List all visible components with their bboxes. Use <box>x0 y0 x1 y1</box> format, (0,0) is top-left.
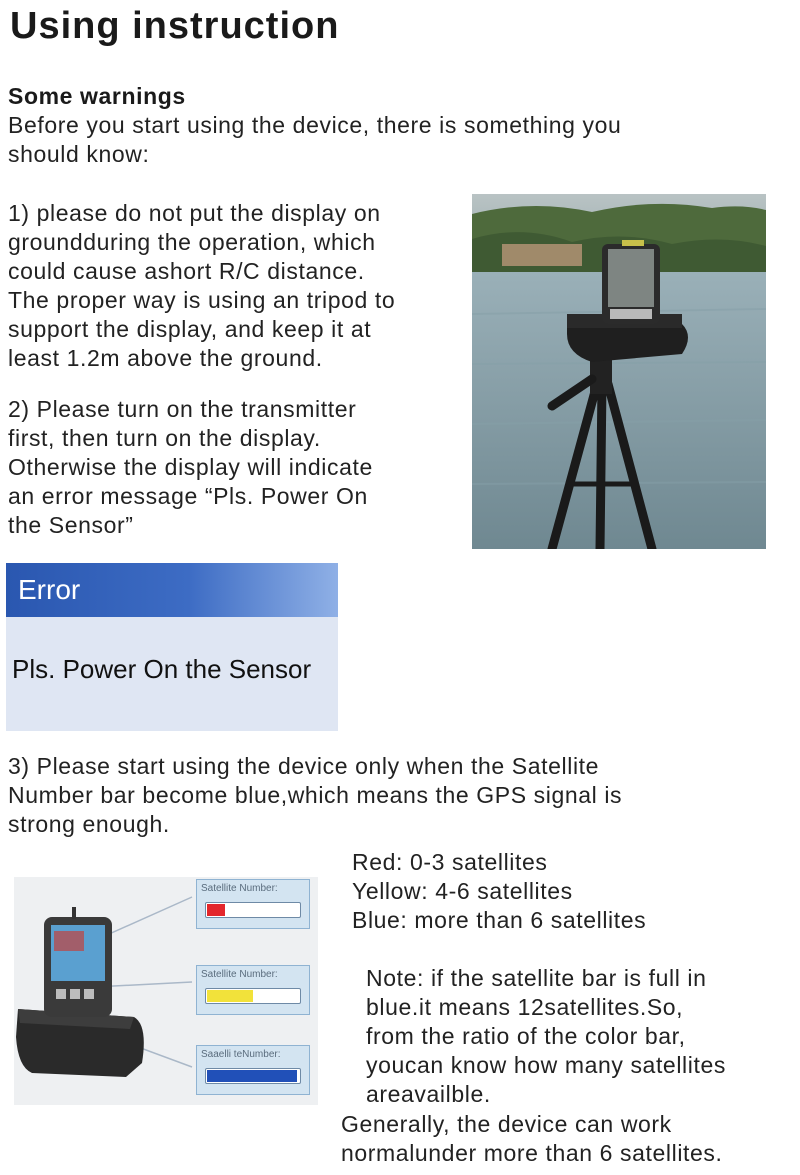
warning-item-1 <box>8 199 395 373</box>
error-dialog-title: Error <box>18 574 81 605</box>
text-line: could cause ashort R/C distance. <box>8 258 365 284</box>
page-title: Using instruction <box>10 5 340 47</box>
general-note <box>341 1110 723 1168</box>
text-line: blue.it means 12satellites.So, <box>366 994 684 1020</box>
text-line: The proper way is using an tripod to <box>8 287 396 313</box>
text-line: 3) Please start using the device only when the Satellite <box>8 753 600 779</box>
text-line: Note: if the satellite bar is full in <box>366 965 707 991</box>
satellite-panel-label: Satellite Number: <box>201 969 278 980</box>
warnings-heading: Some warnings <box>8 83 186 109</box>
text-line: normalunder more than 6 satellites. <box>341 1140 723 1166</box>
text-line: strong enough. <box>8 811 170 837</box>
warning-item-2 <box>8 395 373 540</box>
satellite-bar <box>205 902 301 918</box>
text-line: Before you start using the device, there is something you <box>8 112 622 138</box>
text-line: the Sensor” <box>8 512 134 538</box>
error-dialog-header <box>6 563 338 617</box>
satellite-bar-fill <box>207 990 253 1002</box>
satellite-bar <box>205 1068 301 1084</box>
legend-red: Red: 0-3 satellites <box>352 849 548 875</box>
instruction-item-3 <box>8 752 622 839</box>
satellite-panel-yellow <box>196 965 310 1015</box>
text-line: an error message “Pls. Power On <box>8 483 368 509</box>
text-line: from the ratio of the color bar, <box>366 1023 686 1049</box>
satellite-bar-fill <box>207 904 225 916</box>
text-line: 1) please do not put the display on <box>8 200 381 226</box>
satellite-illustration <box>14 877 318 1105</box>
satellite-panel-label: Saaelli teNumber: <box>201 1049 281 1060</box>
satellite-color-legend <box>352 848 646 935</box>
satellite-panel-red <box>196 879 310 929</box>
text-line: should know: <box>8 141 150 167</box>
satellite-panel-label: Satellite Number: <box>201 883 278 894</box>
error-dialog <box>6 563 338 731</box>
satellite-bar-fill <box>207 1070 297 1082</box>
tripod-photo <box>472 194 766 549</box>
text-line: areavailble. <box>366 1081 491 1107</box>
text-line: least 1.2m above the ground. <box>8 345 323 371</box>
satellite-note <box>366 964 726 1109</box>
text-line: support the display, and keep it at <box>8 316 372 342</box>
legend-blue: Blue: more than 6 satellites <box>352 907 647 933</box>
satellite-panel-blue <box>196 1045 310 1095</box>
text-line: first, then turn on the display. <box>8 425 321 451</box>
satellite-bar <box>205 988 301 1004</box>
text-line: Generally, the device can work <box>341 1111 672 1137</box>
legend-yellow: Yellow: 4-6 satellites <box>352 878 573 904</box>
text-line: Number bar become blue,which means the GPS signal is <box>8 782 623 808</box>
error-dialog-message: Pls. Power On the Sensor <box>12 654 312 684</box>
text-line: Otherwise the display will indicate <box>8 454 373 480</box>
text-line: groundduring the operation, which <box>8 229 376 255</box>
warnings-intro <box>8 111 621 169</box>
text-line: 2) Please turn on the transmitter <box>8 396 357 422</box>
text-line: youcan know how many satellites <box>366 1052 726 1078</box>
